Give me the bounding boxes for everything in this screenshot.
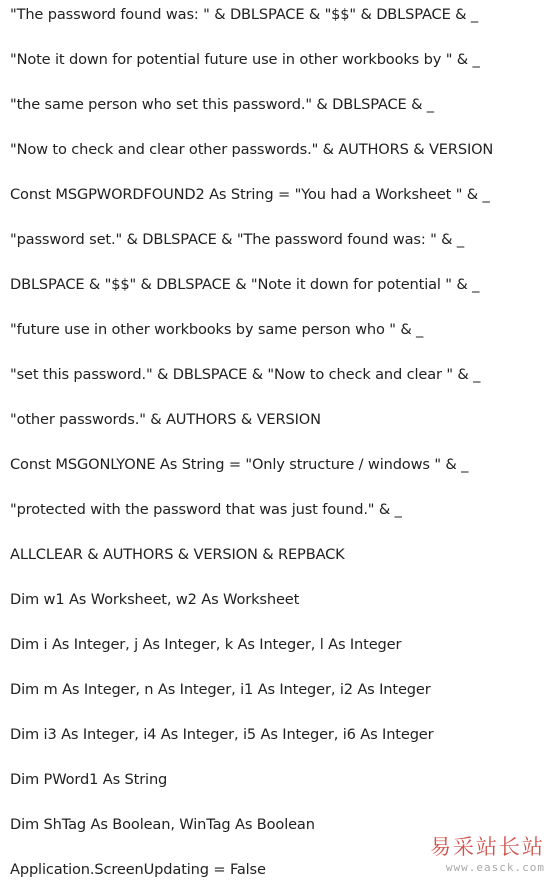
code-line: Dim i As Integer, j As Integer, k As Integer, l As Integer [10,636,402,653]
code-line: Dim m As Integer, n As Integer, i1 As Integer, i2 As Integer [10,681,431,698]
code-line: "protected with the password that was just found." & _ [10,501,402,518]
code-line: "set this password." & DBLSPACE & "Now to check and clear " & _ [10,366,481,383]
code-line: Application.ScreenUpdating = False [10,861,266,878]
site-watermark [415,834,545,884]
code-line: Const MSGONLYONE As String = "Only structure / windows " & _ [10,456,469,473]
code-line: "future use in other workbooks by same person who " & _ [10,321,424,338]
code-line: Dim w1 As Worksheet, w2 As Worksheet [10,591,300,608]
code-line: "Now to check and clear other passwords." & AUTHORS & VERSION [10,141,494,158]
code-line: "password set." & DBLSPACE & "The password found was: " & _ [10,231,464,248]
watermark-site-name: 易采站长站 [430,835,545,859]
code-line: Dim i3 As Integer, i4 As Integer, i5 As Integer, i6 As Integer [10,726,434,743]
code-line: "The password found was: " & DBLSPACE & "$$" & DBLSPACE & _ [10,6,479,23]
code-line: "Note it down for potential future use in other workbooks by " & _ [10,51,480,68]
code-line: "the same person who set this password." & DBLSPACE & _ [10,96,434,113]
code-line: DBLSPACE & "$$" & DBLSPACE & "Note it down for potential " & _ [10,276,480,293]
code-line: ALLCLEAR & AUTHORS & VERSION & REPBACK [10,546,345,563]
code-line: "other passwords." & AUTHORS & VERSION [10,411,321,428]
code-line: Dim PWord1 As String [10,771,168,788]
code-line: Dim ShTag As Boolean, WinTag As Boolean [10,816,315,833]
watermark-url: www.easck.com [445,861,545,874]
code-line: Const MSGPWORDFOUND2 As String = "You had a Worksheet " & _ [10,186,490,203]
